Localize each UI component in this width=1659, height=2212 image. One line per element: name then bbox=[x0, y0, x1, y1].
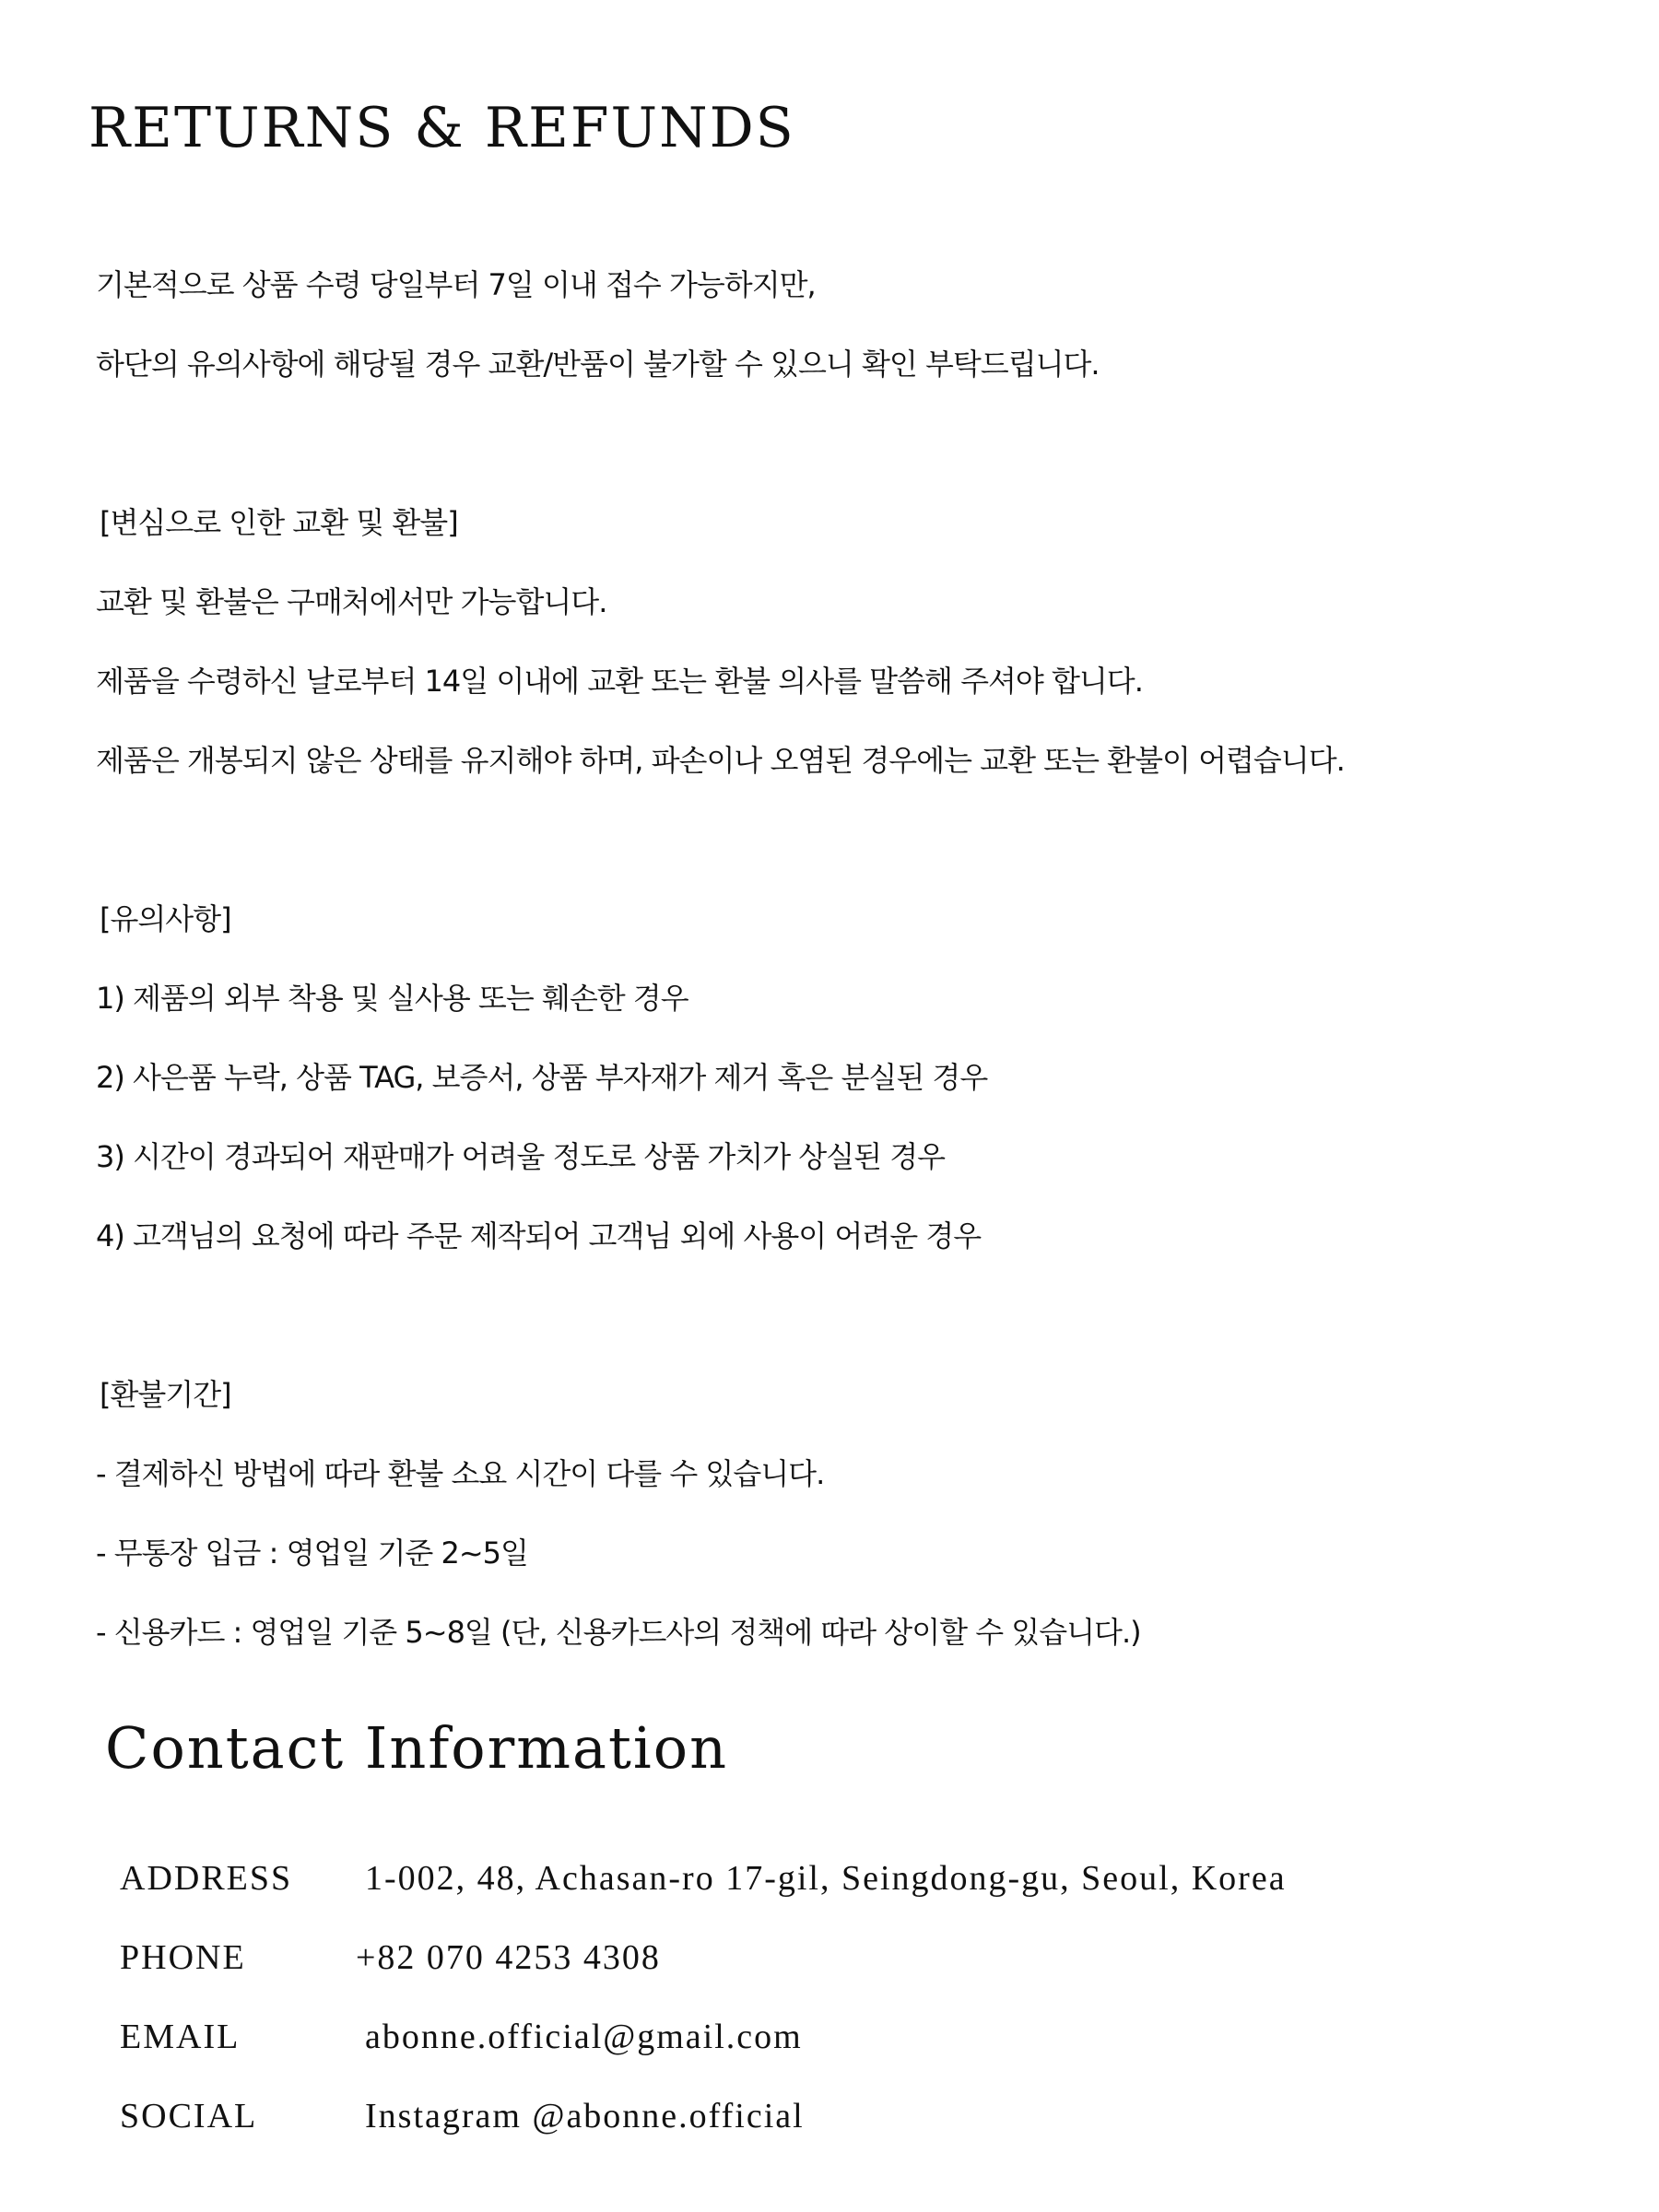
contact-value-address: 1-002, 48, Achasan-ro 17-gil, Seingdong-gu, Seoul, Korea bbox=[365, 1859, 1287, 1898]
intro-line: 기본적으로 상품 수령 당일부터 7일 이내 접수 가능하지만, bbox=[96, 267, 816, 302]
contact-label-email: EMAIL bbox=[120, 2018, 241, 2056]
contact-value-email: abonne.official@gmail.com bbox=[365, 2018, 803, 2056]
refund-period-line: - 결제하신 방법에 따라 환불 소요 시간이 다를 수 있습니다. bbox=[96, 1456, 825, 1491]
notes-item: 3) 시간이 경과되어 재판매가 어려울 정도로 상품 가치가 상실된 경우 bbox=[96, 1139, 946, 1174]
change-of-mind-heading: [변심으로 인한 교환 및 환불] bbox=[100, 505, 458, 540]
notes-heading: [유의사항] bbox=[100, 901, 231, 936]
refund-period-heading: [환불기간] bbox=[100, 1377, 231, 1412]
notes-item: 1) 제품의 외부 착용 및 실사용 또는 훼손한 경우 bbox=[96, 981, 688, 1016]
change-of-mind-line: 교환 및 환불은 구매처에서만 가능합니다. bbox=[96, 584, 607, 619]
change-of-mind-line: 제품은 개봉되지 않은 상태를 유지해야 하며, 파손이나 오염된 경우에는 교환 또는 환불이 어렵습니다. bbox=[96, 743, 1345, 778]
intro-line: 하단의 유의사항에 해당될 경우 교환/반품이 불가할 수 있으니 확인 부탁드립니다. bbox=[96, 347, 1100, 382]
notes-item: 4) 고객님의 요청에 따라 주문 제작되어 고객님 외에 사용이 어려운 경우 bbox=[96, 1218, 982, 1253]
contact-label-social: SOCIAL bbox=[120, 2097, 258, 2136]
notes-item: 2) 사은품 누락, 상품 TAG, 보증서, 상품 부자재가 제거 혹은 분실된 경우 bbox=[96, 1060, 988, 1095]
refund-period-line: - 무통장 입금 : 영업일 기준 2~5일 bbox=[96, 1535, 528, 1571]
returns-title: RETURNS & REFUNDS bbox=[88, 96, 795, 160]
contact-label-address: ADDRESS bbox=[120, 1859, 293, 1898]
change-of-mind-line: 제품을 수령하신 날로부터 14일 이내에 교환 또는 환불 의사를 말씀해 주셔야 합니다. bbox=[96, 664, 1143, 699]
contact-value-phone: +82 070 4253 4308 bbox=[356, 1938, 661, 1977]
contact-label-phone: PHONE bbox=[120, 1938, 246, 1977]
contact-title: Contact Information bbox=[105, 1714, 729, 1782]
refund-period-line: - 신용카드 : 영업일 기준 5~8일 (단, 신용카드사의 정책에 따라 상이할 수 있습니다.) bbox=[96, 1615, 1141, 1650]
contact-value-social: Instagram @abonne.official bbox=[365, 2097, 805, 2136]
